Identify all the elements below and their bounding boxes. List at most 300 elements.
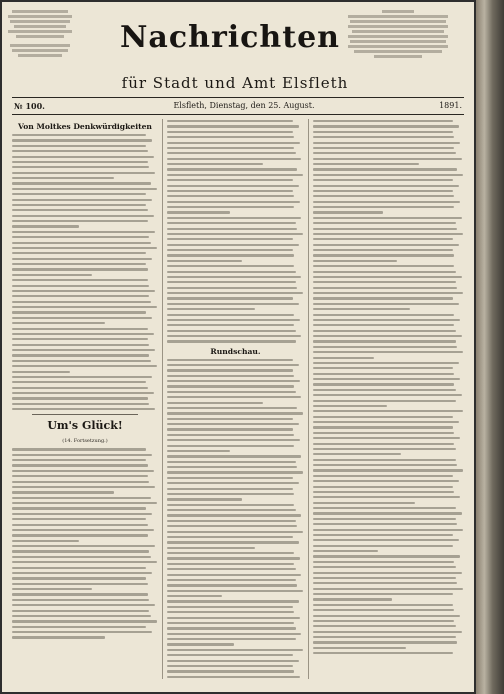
- book-binding: [476, 0, 504, 694]
- text-line: [167, 297, 293, 299]
- text-line: [167, 125, 299, 127]
- text-line: [167, 563, 294, 565]
- text-line: [167, 391, 296, 393]
- text-line: [313, 636, 456, 638]
- text-line: [167, 271, 296, 273]
- text-line: [167, 359, 293, 361]
- text-line: [167, 303, 299, 305]
- text-line: [12, 481, 149, 483]
- text-line: [313, 437, 460, 439]
- text-line: [12, 285, 149, 287]
- text-line: [167, 455, 301, 457]
- text-line: [167, 308, 255, 310]
- text-line: [313, 287, 457, 289]
- text-line: [313, 400, 456, 402]
- text-line: [167, 649, 303, 651]
- text-line: [167, 418, 293, 420]
- text-line: [167, 335, 301, 337]
- text-line: [167, 174, 303, 176]
- text-line: [313, 647, 406, 649]
- text-line: [12, 209, 148, 211]
- text-line: [12, 177, 114, 179]
- text-line: [12, 588, 92, 590]
- masthead-title: Nachrichten: [120, 20, 340, 55]
- text-line: [313, 131, 453, 133]
- article-text: [313, 120, 465, 654]
- text-line: [167, 461, 296, 463]
- text-line: [167, 206, 294, 208]
- text-line: [313, 367, 453, 369]
- text-line: [12, 615, 151, 617]
- text-line: [167, 163, 263, 165]
- text-line: [167, 423, 299, 425]
- text-line: [313, 593, 453, 595]
- divider: [32, 414, 138, 415]
- text-line: [313, 152, 456, 154]
- text-line: [313, 308, 410, 310]
- text-line: [12, 593, 148, 595]
- text-line: [167, 660, 299, 662]
- text-line: [313, 292, 463, 294]
- text-line: [313, 314, 454, 316]
- text-line: [167, 665, 293, 667]
- text-line: [167, 627, 296, 629]
- text-line: [167, 222, 296, 224]
- text-line: [12, 502, 157, 504]
- text-line: [313, 588, 463, 590]
- text-line: [313, 582, 457, 584]
- text-line: [12, 371, 70, 373]
- text-line: [12, 182, 151, 184]
- text-line: [12, 317, 152, 319]
- text-line: [313, 620, 454, 622]
- text-line: [12, 301, 151, 303]
- text-line: [313, 641, 457, 643]
- text-line: [167, 509, 296, 511]
- text-line: [167, 265, 294, 267]
- text-line: [12, 387, 148, 389]
- text-line: [313, 394, 462, 396]
- advertising-notice: [348, 8, 448, 60]
- text-line: [313, 480, 459, 482]
- text-line: [12, 486, 155, 488]
- text-line: [167, 600, 299, 602]
- text-line: [167, 471, 303, 473]
- text-line: [167, 466, 297, 468]
- text-line: [167, 228, 297, 230]
- text-line: [313, 502, 415, 504]
- text-line: [167, 319, 300, 321]
- text-line: [313, 276, 462, 278]
- text-line: [167, 120, 293, 122]
- text-line: [313, 604, 453, 606]
- subscription-notice: [8, 8, 72, 59]
- text-line: [167, 606, 293, 608]
- text-line: [313, 190, 453, 192]
- text-line: [313, 572, 462, 574]
- newspaper-page: [2, 2, 474, 692]
- text-line: [167, 211, 230, 213]
- text-line: [313, 550, 378, 552]
- text-line: [313, 410, 463, 412]
- text-line: [167, 190, 293, 192]
- text-line: [313, 625, 456, 627]
- text-line: [313, 297, 453, 299]
- text-line: [12, 338, 148, 340]
- text-line: [313, 136, 454, 138]
- text-line: [12, 231, 155, 233]
- text-line: [12, 295, 149, 297]
- text-line: [313, 195, 454, 197]
- text-line: [313, 545, 453, 547]
- divider: [12, 97, 464, 98]
- text-line: [167, 369, 293, 371]
- text-line: [313, 254, 454, 256]
- text-line: [313, 351, 463, 353]
- text-line: [313, 233, 463, 235]
- text-line: [167, 541, 299, 543]
- text-line: [313, 362, 459, 364]
- text-line: [313, 453, 401, 455]
- text-line: [12, 620, 157, 622]
- text-line: [12, 139, 152, 141]
- text-line: [12, 572, 152, 574]
- text-line: [12, 247, 157, 249]
- text-line: [167, 131, 293, 133]
- text-line: [313, 185, 459, 187]
- text-line: [12, 263, 146, 265]
- text-line: [167, 249, 293, 251]
- text-line: [12, 534, 148, 536]
- text-line: [12, 268, 148, 270]
- left-column: [12, 120, 158, 642]
- text-line: [12, 636, 105, 638]
- text-line: [167, 233, 303, 235]
- text-line: [313, 512, 462, 514]
- text-line: [313, 464, 457, 466]
- text-line: [167, 617, 300, 619]
- text-line: [313, 432, 454, 434]
- text-line: [167, 380, 300, 382]
- text-line: [167, 276, 301, 278]
- text-line: [313, 244, 459, 246]
- text-line: [167, 622, 294, 624]
- text-line: [167, 287, 297, 289]
- text-line: [167, 147, 294, 149]
- article-text: [12, 134, 158, 410]
- text-line: [313, 443, 454, 445]
- text-line: [313, 260, 397, 262]
- text-line: [12, 199, 152, 201]
- middle-column: [167, 120, 304, 681]
- text-line: [167, 152, 296, 154]
- text-line: [167, 547, 255, 549]
- text-line: [12, 470, 154, 472]
- text-line: [12, 626, 146, 628]
- text-line: [313, 561, 454, 563]
- text-line: [167, 402, 263, 404]
- text-line: [12, 215, 154, 217]
- text-line: [313, 340, 456, 342]
- text-line: [313, 201, 460, 203]
- masthead-subtitle: für Stadt und Amt Elsfleth: [121, 74, 349, 92]
- text-line: [167, 536, 293, 538]
- text-line: [167, 396, 301, 398]
- text-line: [12, 540, 79, 542]
- text-line: [12, 242, 151, 244]
- text-line: [313, 158, 462, 160]
- issue-number: № 100.: [14, 101, 45, 111]
- text-line: [12, 328, 148, 330]
- text-line: [12, 507, 146, 509]
- text-line: [12, 274, 92, 276]
- text-line: [313, 389, 456, 391]
- text-line: [313, 507, 456, 509]
- text-line: [313, 271, 456, 273]
- text-line: [313, 609, 454, 611]
- text-line: [12, 610, 149, 612]
- text-line: [167, 340, 296, 342]
- text-line: [167, 168, 297, 170]
- text-line: [167, 434, 294, 436]
- text-line: [167, 412, 303, 414]
- text-line: [167, 584, 297, 586]
- text-line: [12, 354, 149, 356]
- text-line: [12, 567, 146, 569]
- story-continued: (14. Fortsetzung.): [62, 438, 108, 445]
- text-line: [313, 330, 456, 332]
- text-line: [12, 604, 155, 606]
- text-line: [313, 383, 454, 385]
- text-line: [167, 260, 242, 262]
- text-line: [12, 220, 148, 222]
- text-line: [12, 454, 152, 456]
- issue-date: Elsfleth, Dienstag, den 25. August.: [173, 101, 315, 110]
- text-line: [167, 450, 230, 452]
- text-line: [167, 407, 297, 409]
- text-line: [12, 204, 146, 206]
- text-line: [313, 217, 462, 219]
- text-line: [167, 477, 293, 479]
- text-line: [12, 134, 146, 136]
- text-line: [313, 577, 456, 579]
- text-line: [313, 303, 459, 305]
- text-line: [12, 376, 152, 378]
- text-line: [313, 357, 374, 359]
- text-line: [12, 518, 146, 520]
- text-line: [12, 258, 152, 260]
- text-line: [167, 590, 303, 592]
- article-text: [167, 120, 304, 343]
- text-line: [12, 556, 151, 558]
- text-line: [167, 633, 301, 635]
- text-line: [313, 120, 453, 122]
- text-line: [12, 561, 157, 563]
- text-line: [167, 244, 299, 246]
- text-line: [167, 525, 297, 527]
- story-title: Um's Glück!: [47, 419, 123, 433]
- text-line: [12, 513, 152, 515]
- text-line: [313, 426, 453, 428]
- text-line: [167, 493, 294, 495]
- text-line: [12, 464, 148, 466]
- mid-column-heading: Rundschau.: [210, 346, 261, 356]
- text-line: [12, 188, 157, 190]
- text-line: [313, 496, 460, 498]
- text-line: [167, 445, 294, 447]
- issue-year: 1891.: [439, 101, 462, 110]
- text-line: [313, 421, 459, 423]
- text-line: [12, 397, 148, 399]
- text-line: [12, 631, 152, 633]
- text-line: [12, 408, 155, 410]
- text-line: [313, 598, 392, 600]
- text-line: [313, 163, 419, 165]
- text-line: [167, 136, 294, 138]
- text-line: [167, 179, 293, 181]
- text-line: [167, 238, 293, 240]
- text-line: [313, 265, 454, 267]
- text-line: [12, 172, 155, 174]
- text-line: [167, 385, 294, 387]
- text-line: [12, 583, 148, 585]
- text-line: [313, 281, 456, 283]
- text-line: [12, 448, 146, 450]
- text-line: [167, 488, 293, 490]
- text-line: [313, 373, 454, 375]
- text-line: [167, 482, 299, 484]
- text-line: [167, 324, 294, 326]
- text-line: [12, 349, 155, 351]
- text-line: [12, 403, 149, 405]
- text-line: [12, 150, 148, 152]
- text-line: [313, 475, 453, 477]
- text-line: [12, 145, 146, 147]
- text-line: [313, 652, 453, 654]
- text-line: [167, 557, 300, 559]
- text-line: [313, 459, 456, 461]
- text-line: [12, 161, 148, 163]
- right-column: [313, 120, 465, 658]
- text-line: [167, 330, 296, 332]
- text-line: [167, 595, 222, 597]
- text-line: [313, 539, 459, 541]
- text-line: [313, 222, 456, 224]
- text-line: [12, 524, 148, 526]
- text-line: [167, 314, 294, 316]
- text-line: [313, 518, 456, 520]
- text-line: [313, 555, 460, 557]
- text-line: [167, 638, 296, 640]
- text-line: [313, 142, 460, 144]
- text-line: [313, 324, 454, 326]
- text-line: [12, 497, 151, 499]
- text-line: [12, 599, 149, 601]
- text-line: [12, 392, 154, 394]
- text-line: [12, 306, 157, 308]
- text-line: [167, 568, 296, 570]
- text-line: [167, 670, 294, 672]
- text-line: [12, 252, 146, 254]
- story-text: [12, 448, 158, 638]
- text-line: [167, 514, 301, 516]
- divider: [12, 114, 464, 115]
- text-line: [12, 475, 148, 477]
- text-line: [12, 236, 149, 238]
- text-line: [167, 676, 300, 678]
- text-line: [12, 491, 114, 493]
- text-line: [12, 156, 154, 158]
- text-line: [313, 249, 453, 251]
- text-line: [12, 545, 155, 547]
- text-line: [313, 211, 383, 213]
- text-line: [313, 335, 462, 337]
- text-line: [167, 364, 299, 366]
- text-line: [12, 290, 155, 292]
- text-line: [12, 225, 79, 227]
- text-line: [12, 279, 148, 281]
- text-line: [313, 206, 454, 208]
- text-line: [12, 529, 154, 531]
- text-line: [167, 531, 303, 533]
- text-line: [167, 185, 299, 187]
- text-line: [167, 158, 301, 160]
- text-line: [313, 486, 453, 488]
- text-line: [313, 405, 387, 407]
- text-line: [167, 611, 294, 613]
- text-line: [167, 254, 294, 256]
- text-line: [313, 615, 460, 617]
- text-line: [12, 344, 149, 346]
- text-line: [313, 491, 454, 493]
- text-line: [167, 142, 300, 144]
- text-line: [313, 469, 463, 471]
- column-divider: [308, 119, 309, 679]
- text-line: [167, 281, 296, 283]
- text-line: [313, 179, 453, 181]
- text-line: [167, 504, 294, 506]
- text-line: [167, 428, 293, 430]
- text-line: [167, 292, 303, 294]
- text-line: [313, 378, 460, 380]
- text-line: [313, 228, 457, 230]
- text-line: [313, 147, 454, 149]
- text-line: [167, 654, 293, 656]
- text-line: [12, 459, 146, 461]
- column-divider: [162, 119, 163, 679]
- left-column-heading: Von Moltkes Denkwürdigkeiten: [18, 122, 152, 131]
- text-line: [167, 498, 242, 500]
- text-line: [167, 375, 294, 377]
- text-line: [313, 523, 457, 525]
- text-line: [313, 174, 463, 176]
- text-line: [313, 631, 462, 633]
- text-line: [12, 550, 149, 552]
- text-line: [167, 574, 301, 576]
- text-line: [167, 195, 294, 197]
- text-line: [12, 333, 154, 335]
- text-line: [313, 529, 463, 531]
- text-line: [167, 520, 296, 522]
- text-line: [167, 579, 296, 581]
- text-line: [313, 168, 457, 170]
- text-line: [167, 217, 301, 219]
- text-line: [313, 346, 457, 348]
- text-line: [167, 643, 234, 645]
- text-line: [12, 365, 157, 367]
- text-line: [12, 381, 146, 383]
- text-line: [167, 201, 300, 203]
